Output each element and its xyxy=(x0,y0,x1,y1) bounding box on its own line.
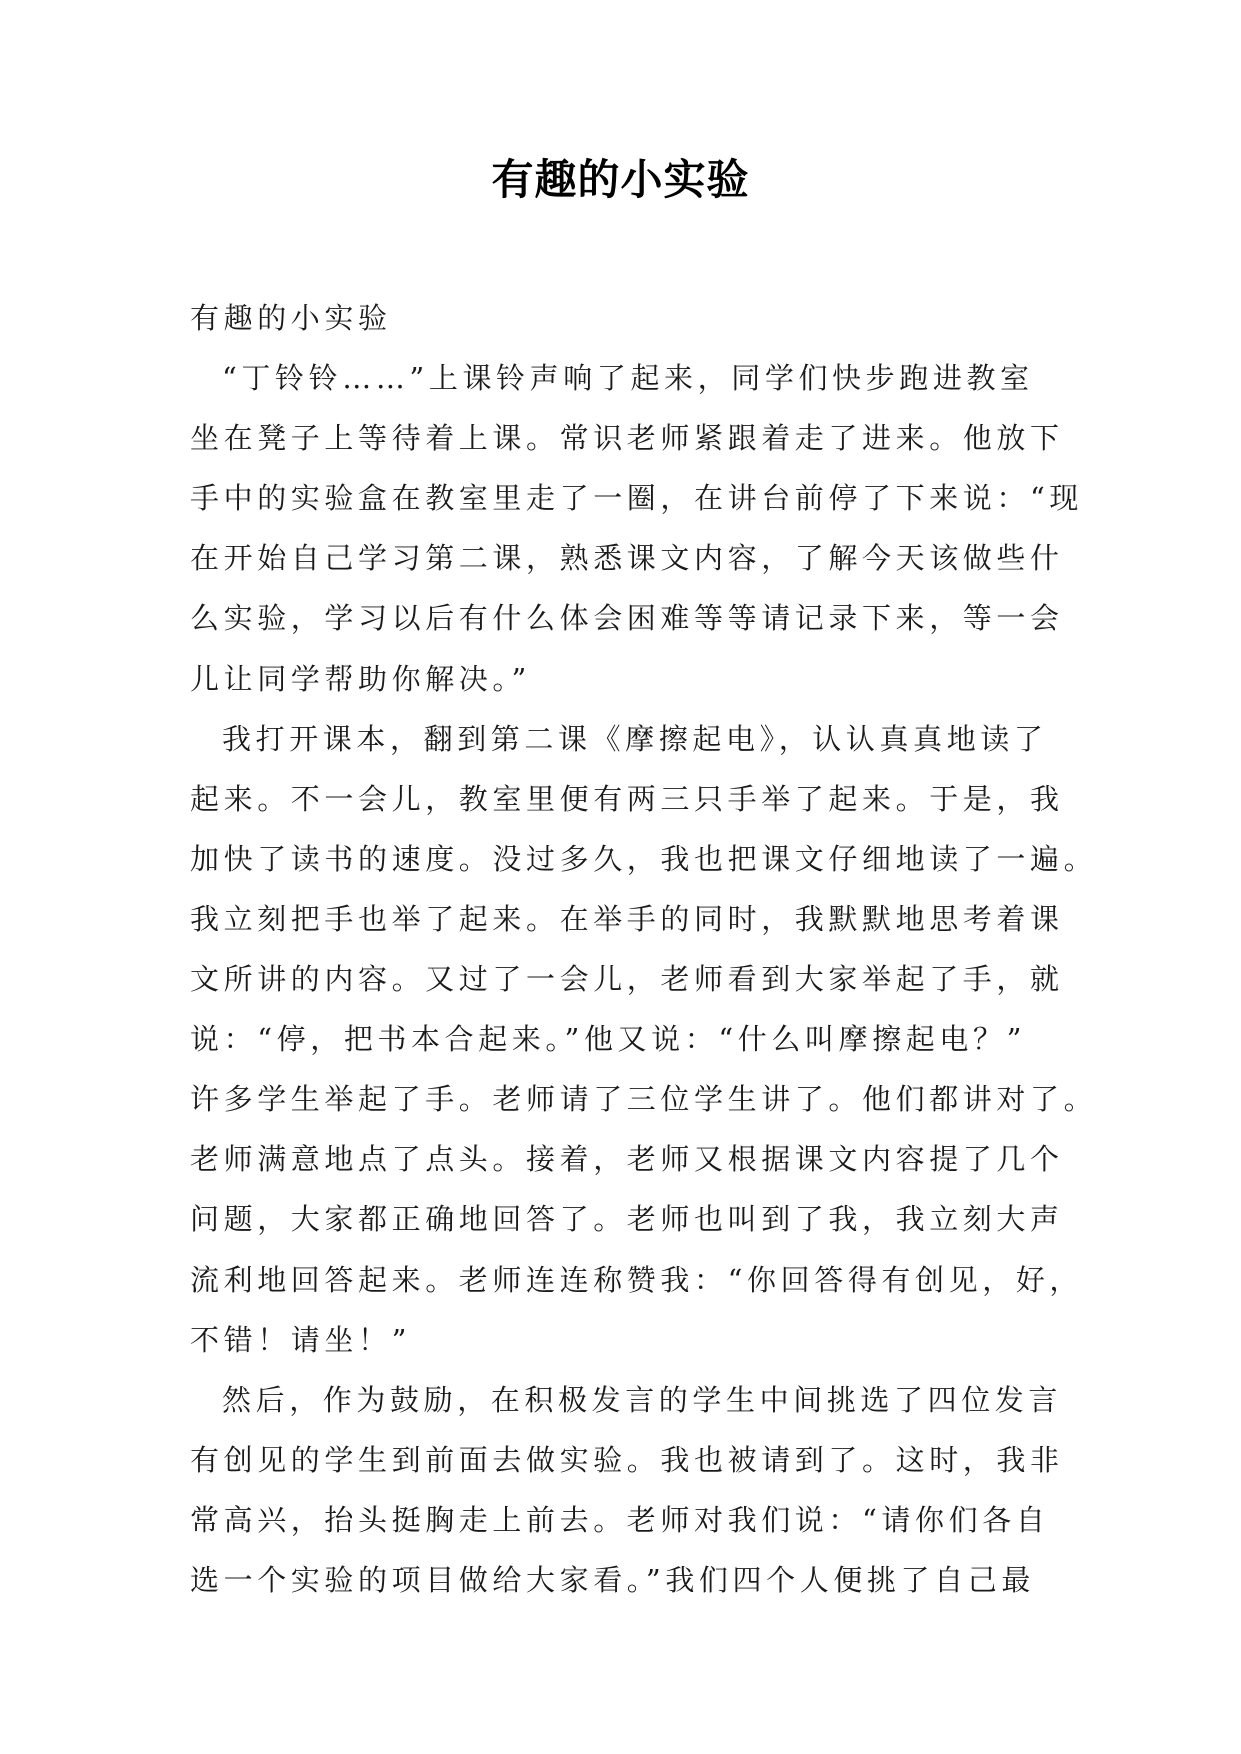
body-text-line: 流利地回答起来。老师连连称赞我：“你回答得有创见，好， xyxy=(190,1262,1084,1297)
body-text-line: 手中的实验盒在教室里走了一圈，在讲台前停了下来说：“现 xyxy=(190,481,1084,516)
body-text-line: “丁铃铃……”上课铃声响了起来，同学们快步跑进教室 xyxy=(222,361,1034,396)
body-text-line: 有创见的学生到前面去做实验。我也被请到了。这时，我非 xyxy=(190,1442,1064,1477)
body-text-line: 加快了读书的速度。没过多久，我也把课文仔细地读了一遍。 xyxy=(190,841,1098,876)
body-text-line: 在开始自己学习第二课，熟悉课文内容，了解今天该做些什 xyxy=(190,541,1064,576)
body-text-line: 问题，大家都正确地回答了。老师也叫到了我，我立刻大声 xyxy=(190,1202,1064,1237)
body-text-line: 选一个实验的项目做给大家看。”我们四个人便挑了自己最 xyxy=(190,1562,1035,1597)
body-text-line: 有趣的小实验 xyxy=(190,301,392,335)
body-text-line: 儿让同学帮助你解决。” xyxy=(190,661,531,696)
body-text-line: 坐在凳子上等待着上课。常识老师紧跟着走了进来。他放下 xyxy=(190,421,1064,456)
body-text-line: 起来。不一会儿，教室里便有两三只手举了起来。于是，我 xyxy=(190,781,1064,816)
body-text-line: 我立刻把手也举了起来。在举手的同时，我默默地思考着课 xyxy=(190,901,1064,936)
body-text-line: 不错！请坐！” xyxy=(190,1322,412,1357)
body-text-line: 文所讲的内容。又过了一会儿，老师看到大家举起了手，就 xyxy=(190,962,1064,997)
body-text-line: 许多学生举起了手。老师请了三位学生讲了。他们都讲对了。 xyxy=(190,1082,1098,1117)
document-title: 有趣的小实验 xyxy=(491,155,750,204)
document-body xyxy=(190,288,1098,1610)
body-text-line: 常高兴，抬头挺胸走上前去。老师对我们说：“请你们各自 xyxy=(190,1502,1050,1537)
body-text-line: 说：“停，把书本合起来。”他又说：“什么叫摩擦起电？” xyxy=(190,1022,1027,1057)
body-text-line: 我打开课本，翻到第二课《摩擦起电》，认认真真地读了 xyxy=(222,721,1048,756)
body-text-line: 么实验，学习以后有什么体会困难等等请记录下来，等一会 xyxy=(190,601,1064,636)
body-text-line: 老师满意地点了点头。接着，老师又根据课文内容提了几个 xyxy=(190,1142,1064,1177)
body-text-line: 然后，作为鼓励，在积极发言的学生中间挑选了四位发言 xyxy=(222,1382,1063,1417)
